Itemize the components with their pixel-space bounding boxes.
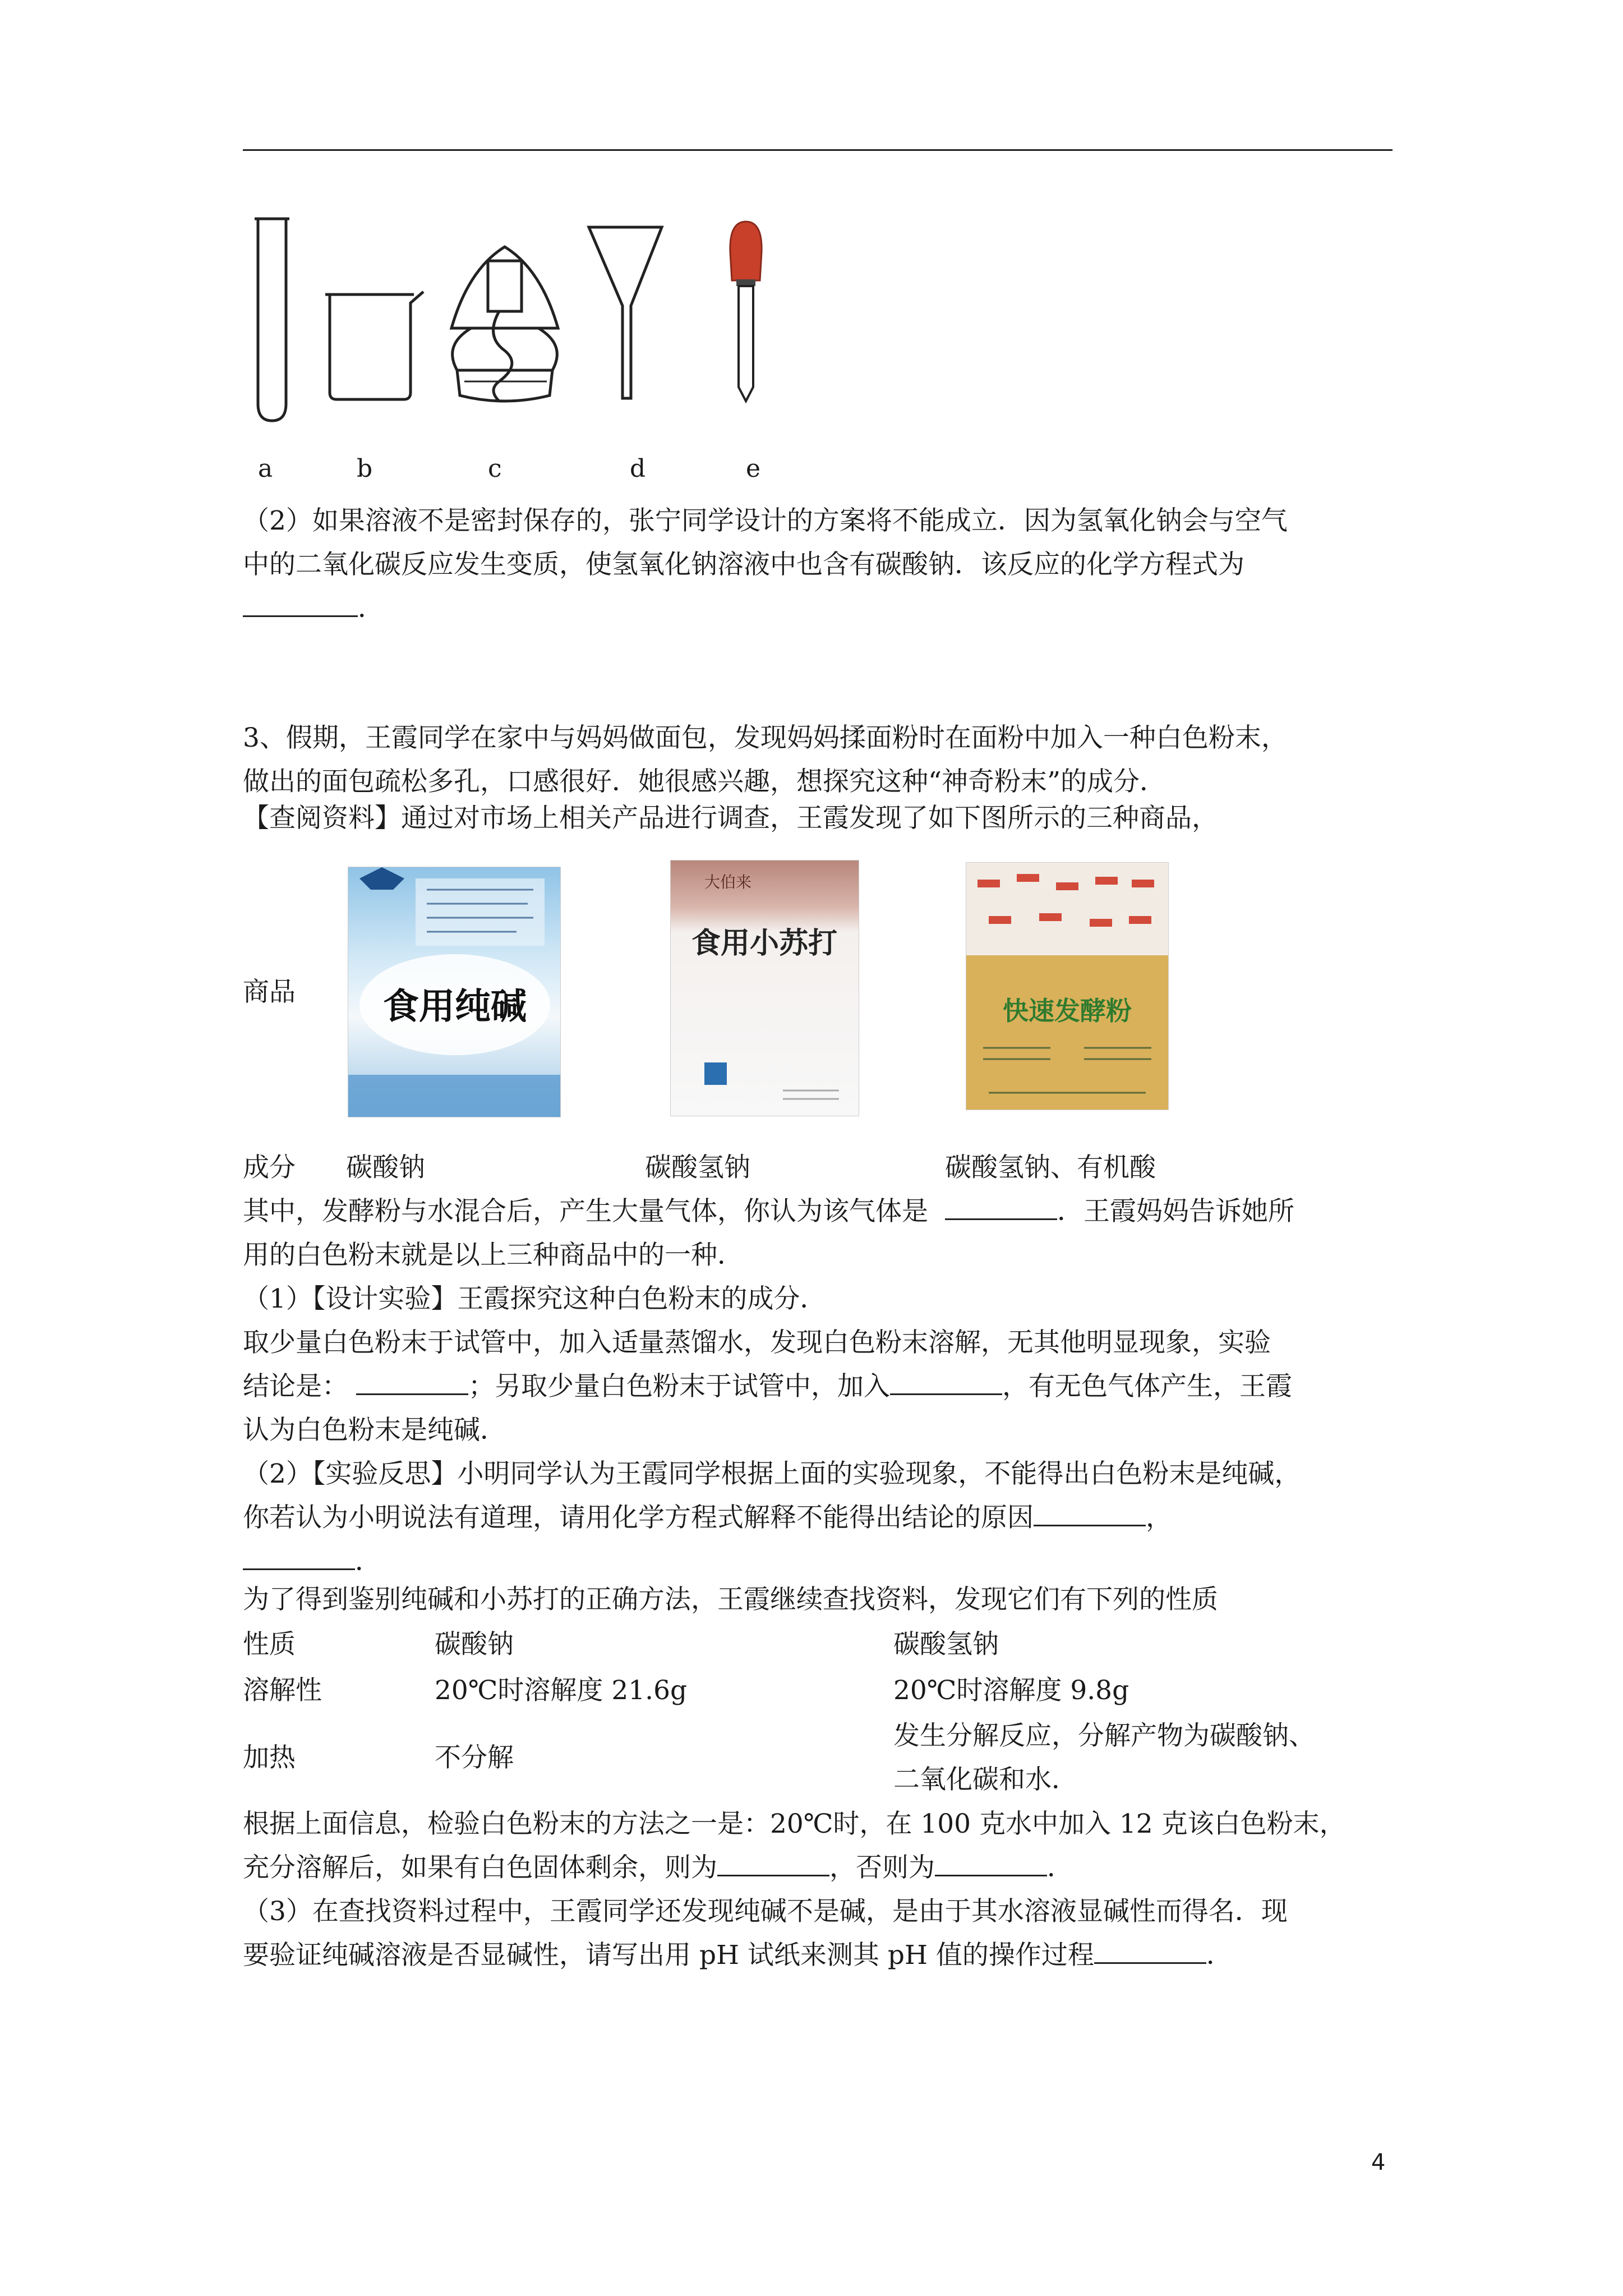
ph-question-end: ． <box>1206 1940 1233 1971</box>
design-experiment-line-3: 认为白色粉末是纯碱． <box>243 1415 506 1446</box>
apparatus-figure <box>236 208 802 488</box>
table-row-heating-baking-soda-2: 二氧化碳和水． <box>893 1764 1078 1795</box>
design-add-text: ；另取少量白色粉末于试管中，加入 <box>468 1371 890 1402</box>
gas-answer-blank[interactable] <box>945 1196 1057 1220</box>
funnel-icon <box>589 227 662 398</box>
beaker-icon <box>325 292 423 399</box>
soda-ash-package-text: 食用纯碱 <box>383 986 527 1028</box>
gas-question-line-2: 用的白色粉末就是以上三种商品中的一种． <box>243 1240 744 1271</box>
product-image-yeast-powder <box>966 862 1169 1110</box>
product-image-baking-soda <box>670 860 859 1116</box>
ingredient-yeast-powder: 碳酸氢钠、有机酸 <box>945 1152 1156 1183</box>
baking-soda-package-icon <box>671 861 859 1116</box>
table-header-soda-ash: 碳酸钠 <box>435 1629 514 1660</box>
dropper-icon <box>730 222 762 401</box>
ph-question-text: 要验证纯碱溶液是否显碱性，请写出用 pH 试纸来测其 pH 值的操作过程 <box>243 1940 1094 1971</box>
reagent-answer-blank[interactable] <box>890 1371 1002 1395</box>
method-end: ． <box>1047 1852 1073 1883</box>
table-row-solubility-label: 溶解性 <box>243 1675 322 1706</box>
q2-line-3-end: ． <box>358 593 384 624</box>
properties-intro: 为了得到鉴别纯碱和小苏打的正确方法，王霞继续查找资料，发现它们有下列的性质 <box>243 1584 1218 1615</box>
yeast-powder-box-icon <box>966 863 1168 1110</box>
q2-line-1: （2）如果溶液不是密封保存的，张宁同学设计的方案将不能成立．因为氢氧化钠会与空气 <box>243 505 1288 536</box>
equation-answer-blank-1[interactable] <box>1034 1502 1146 1526</box>
baking-soda-package-text: 食用小苏打 <box>691 927 838 960</box>
test-tube-icon <box>255 219 289 421</box>
conclusion-answer-blank[interactable] <box>356 1371 468 1395</box>
answer-blank[interactable] <box>243 593 358 617</box>
table-header-property: 性质 <box>243 1629 296 1660</box>
goods-row-label: 商品 <box>243 977 296 1007</box>
apparatus-label-d: d <box>630 454 646 483</box>
alcohol-lamp-icon <box>451 247 558 401</box>
yeast-powder-package-text: 快速发酵粉 <box>1003 996 1132 1026</box>
design-experiment-line-2 <box>243 1365 1292 1409</box>
design-experiment-title: （1）【设计实验】王霞探究这种白色粉末的成分． <box>243 1283 827 1314</box>
q3-part3-line-1: （3）在查找资料过程中，王霞同学还发现纯碱不是碱，是由于其水溶液显碱性而得名．现 <box>243 1896 1288 1927</box>
table-row-solubility-soda-ash: 20℃时溶解度 21.6g <box>435 1675 688 1706</box>
equation-answer-blank-2[interactable] <box>243 1546 355 1570</box>
q3-part3-line-2 <box>243 1934 1233 1977</box>
gas-question-text: 其中，发酵粉与水混合后，产生大量气体，你认为该气体是 <box>243 1196 928 1227</box>
reflection-line-3 <box>243 1540 381 1584</box>
method-otherwise-text: ，否则为 <box>829 1852 935 1883</box>
product-image-soda-ash <box>348 867 561 1117</box>
gas-question-line-1 <box>243 1190 1294 1234</box>
method-line-2 <box>243 1846 1073 1890</box>
ingredient-baking-soda: 碳酸氢钠 <box>645 1152 750 1183</box>
method-residue-text: 充分溶解后，如果有白色固体剩余，则为 <box>243 1852 717 1883</box>
baking-soda-brand-text: 大伯来 <box>704 873 752 891</box>
header-rule <box>243 149 1393 151</box>
reflection-line-1: （2）【实验反思】小明同学认为王霞同学根据上面的实验现象，不能得出白色粉末是纯碱， <box>243 1458 1301 1489</box>
soda-ash-package-icon <box>348 867 560 1117</box>
otherwise-answer-blank[interactable] <box>935 1852 1047 1876</box>
apparatus-label-e: e <box>746 454 761 483</box>
apparatus-label-b: b <box>357 454 373 483</box>
reflection-question-text: 你若认为小明说法有道理，请用化学方程式解释不能得出结论的原因 <box>243 1502 1034 1533</box>
apparatus-label-c: c <box>488 454 502 483</box>
table-row-solubility-baking-soda: 20℃时溶解度 9.8g <box>893 1675 1129 1706</box>
q2-line-3 <box>243 587 384 631</box>
table-row-heating-baking-soda-1: 发生分解反应，分解产物为碳酸钠、 <box>893 1720 1315 1751</box>
ph-answer-blank[interactable] <box>1094 1940 1206 1964</box>
design-experiment-line-1: 取少量白色粉末于试管中，加入适量蒸馏水，发现白色粉末溶解，无其他明显现象，实验 <box>243 1327 1271 1358</box>
page-number: 4 <box>1371 2150 1386 2175</box>
gas-question-text-end: ．王霞妈妈告诉她所 <box>1057 1196 1294 1227</box>
reflection-line-2 <box>243 1496 1172 1540</box>
design-result-text: ，有无色气体产生，王霞 <box>1002 1371 1292 1402</box>
method-line-1: 根据上面信息，检验白色粉末的方法之一是：20℃时，在 100 克水中加入 12 克该白色粉末， <box>243 1809 1346 1839</box>
table-row-heating-label: 加热 <box>243 1742 296 1773</box>
q3-intro-2: 做出的面包疏松多孔，口感很好．她很感兴趣，想探究这种“神奇粉末”的成分． <box>243 766 1166 797</box>
q3-intro-1: 3、假期，王霞同学在家中与妈妈做面包，发现妈妈揉面粉时在面粉中加入一种白色粉末， <box>243 723 1288 753</box>
apparatus-label-a: a <box>258 454 273 483</box>
residue-answer-blank[interactable] <box>717 1852 829 1876</box>
ingredient-soda-ash: 碳酸钠 <box>346 1152 425 1183</box>
ingredient-row-label: 成分 <box>243 1152 296 1183</box>
design-conclusion-text: 结论是： <box>243 1371 348 1402</box>
q3-research: 【查阅资料】通过对市场上相关产品进行调查，王霞发现了如下图所示的三种商品， <box>243 803 1218 834</box>
table-row-heating-soda-ash: 不分解 <box>435 1742 514 1773</box>
reflection-comma: ， <box>1146 1502 1172 1533</box>
table-header-baking-soda: 碳酸氢钠 <box>893 1629 999 1660</box>
q2-line-2: 中的二氧化碳反应发生变质，使氢氧化钠溶液中也含有碳酸钠．该反应的化学方程式为 <box>243 549 1244 580</box>
reflection-end: ． <box>355 1546 381 1577</box>
